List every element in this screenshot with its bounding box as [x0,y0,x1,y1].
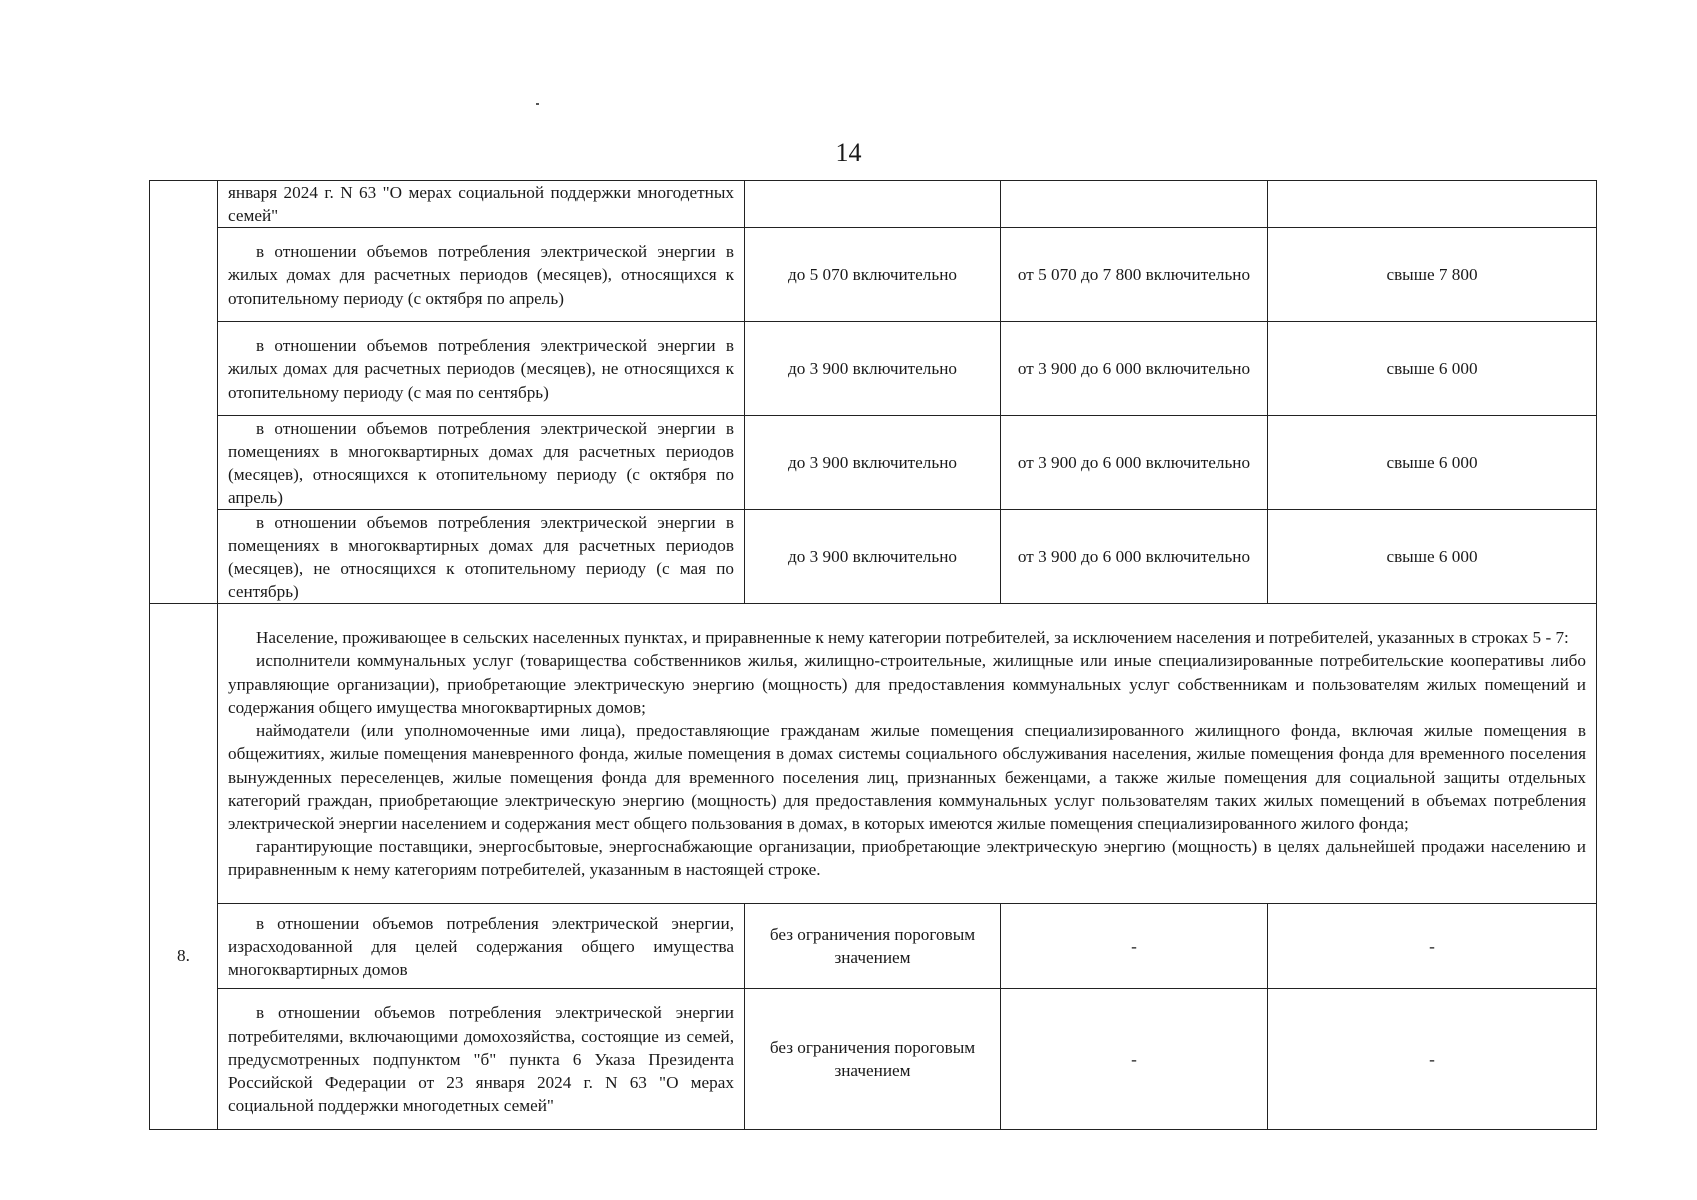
threshold-2-cell: - [1001,989,1268,1130]
tariff-table [149,180,1597,1130]
threshold-3-cell: свыше 6 000 [1268,322,1597,416]
description-cell: в отношении объемов потребления электрической энергии, израсходованной для целей содержания общего имущества многоквартирных домов [218,904,745,989]
table-row [150,604,1597,904]
threshold-1-cell: без ограничения пороговым значением [745,989,1001,1130]
description-cell: в отношении объемов потребления электрической энергии в помещениях в многоквартирных домах для расчетных периодов (месяцев), относящихся к отопительному периоду (с октября по апрель) [218,416,745,510]
threshold-3-cell: - [1268,989,1597,1130]
table-row [150,510,1597,604]
threshold-1-cell [745,181,1001,228]
threshold-2-cell: от 3 900 до 6 000 включительно [1001,416,1268,510]
threshold-1-cell: до 3 900 включительно [745,510,1001,604]
description-cell: в отношении объемов потребления электрической энергии в жилых домах для расчетных периодов (месяцев), не относящихся к отопительному периоду (с мая по сентябрь) [218,322,745,416]
threshold-1-cell: до 3 900 включительно [745,322,1001,416]
threshold-3-cell: свыше 7 800 [1268,228,1597,322]
category-description-cell [218,604,1597,904]
row-number-cell [150,181,218,604]
table-row [150,416,1597,510]
description-cell: в отношении объемов потребления электрической энергии потребителями, включающими домохозяйства, состоящие из семей, предусмотренных подпунктом "б" пункта 6 Указа Президента Российской Федерации от 23 января 2024 г. N 63 "О мерах социальной поддержки многодетных семей" [218,989,745,1130]
threshold-1-cell: до 5 070 включительно [745,228,1001,322]
table-row [150,904,1597,989]
threshold-3-cell: свыше 6 000 [1268,510,1597,604]
table-row [150,228,1597,322]
row-number: 8. [177,946,190,966]
scan-speck [536,103,539,105]
threshold-3-cell: свыше 6 000 [1268,416,1597,510]
paragraph: исполнители коммунальных услуг (товарищества собственников жилья, жилищно-строительные, жилищные или иные специализированные потребительские кооперативы либо управляющие организации), приобретающие электрическую энергию (мощность) для предоставления коммунальных услуг собственникам и пользователям жилых помещений и содержания общего имущества многоквартирных домов; [228,651,1586,717]
description-cell: в отношении объемов потребления электрической энергии в жилых домах для расчетных периодов (месяцев), относящихся к отопительному периоду (с октября по апрель) [218,228,745,322]
paragraph: Население, проживающее в сельских населенных пунктах, и приравненные к нему категории потребителей, за исключением населения и потребителей, указанных в строках 5 - 7: [256,628,1569,648]
description-cell: января 2024 г. N 63 "О мерах социальной поддержки многодетных семей" [218,181,745,228]
table-row [150,181,1597,228]
threshold-2-cell [1001,181,1268,228]
threshold-2-cell: от 3 900 до 6 000 включительно [1001,510,1268,604]
paragraph: гарантирующие поставщики, энергосбытовые, энергоснабжающие организации, приобретающие электрическую энергию (мощность) в целях дальнейшей продажи населению и приравненным к нему категориям потребителей, указанным в настоящей строке. [228,837,1586,880]
threshold-2-cell: от 5 070 до 7 800 включительно [1001,228,1268,322]
paragraph: наймодатели (или уполномоченные ими лица), предоставляющие гражданам жилые помещения специализированного жилищного фонда, включая жилые помещения в общежитиях, жилые помещения маневренного фонда, жилые помещения в домах системы социального обслуживания населения, жилые помещения фонда для временного поселения вынужденных переселенцев, жилые помещения фонда для временного поселения лиц, признанных беженцами, а также жилые помещения для социальной защиты отдельных категорий граждан, приобретающие электрическую энергию (мощность) для предоставления коммунальных услуг пользователям таких жилых помещений в объемах потребления электрической энергии населением и содержания мест общего пользования в домах, в которых имеются жилые помещения специализированного жилого фонда; [228,721,1586,833]
row-number-cell [150,604,218,1130]
threshold-3-cell [1268,181,1597,228]
threshold-2-cell: - [1001,904,1268,989]
threshold-1-cell: до 3 900 включительно [745,416,1001,510]
table-row [150,989,1597,1130]
threshold-2-cell: от 3 900 до 6 000 включительно [1001,322,1268,416]
threshold-1-cell: без ограничения пороговым значением [745,904,1001,989]
description-cell: в отношении объемов потребления электрической энергии в помещениях в многоквартирных домах для расчетных периодов (месяцев), не относящихся к отопительному периоду (с мая по сентябрь) [218,510,745,604]
page-number: 14 [835,138,862,167]
table-row [150,322,1597,416]
threshold-3-cell: - [1268,904,1597,989]
